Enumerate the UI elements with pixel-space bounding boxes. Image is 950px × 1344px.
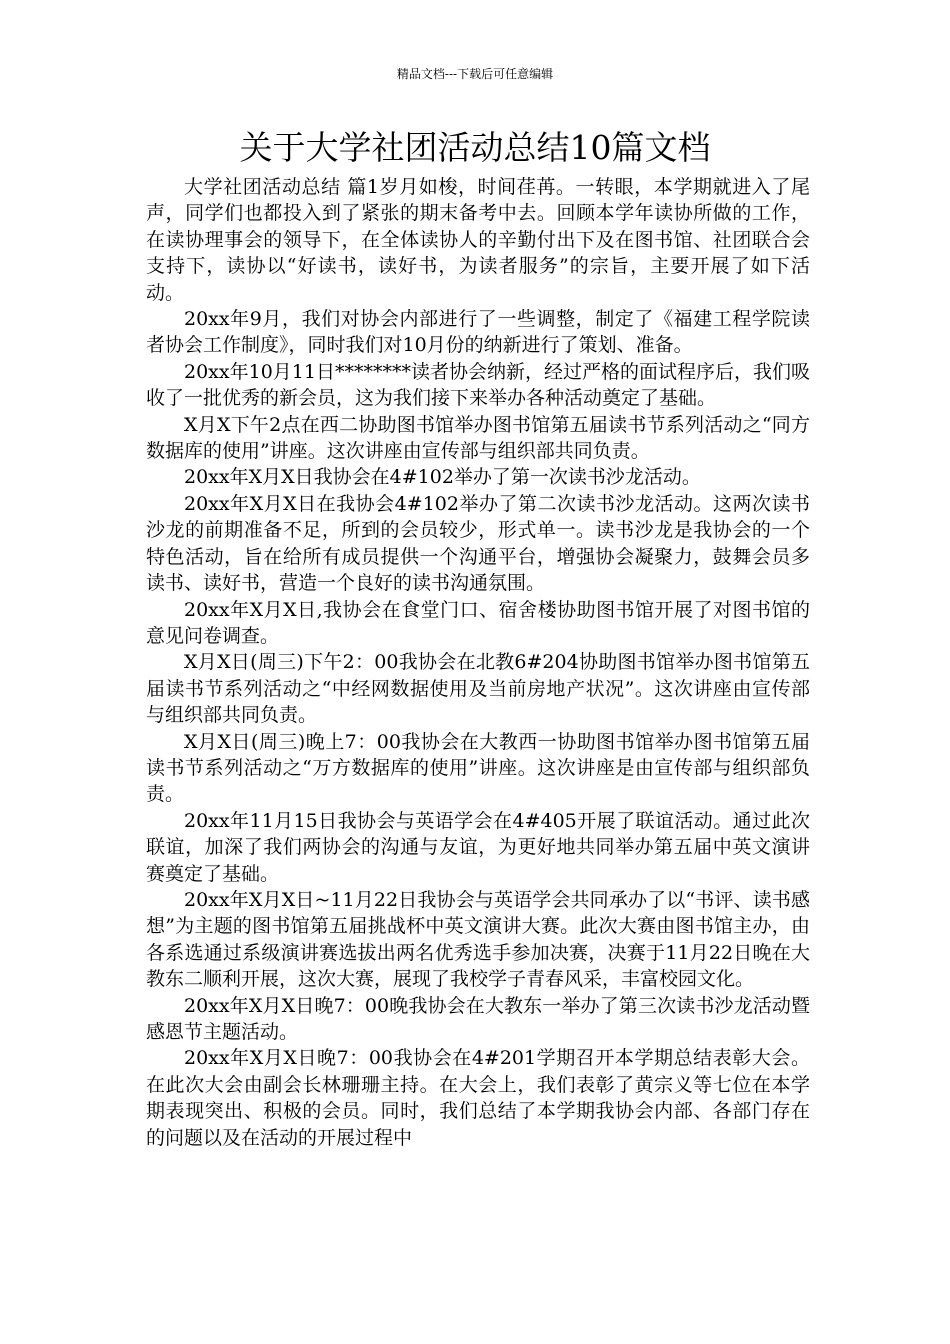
paragraph: 20xx年X月X日我协会在4#102举办了第一次读书沙龙活动。: [184, 466, 701, 489]
paragraph: X月X下午2点在西二协助图书馆举办图书馆第五届读书节系列活动之“同方数据库的使用”讲座。这次讲座由宣传部与组织部共同负责。: [146, 413, 810, 463]
paragraph: 20xx年9月，我们对协会内部进行了一些调整，制定了《福建工程学院读者协会工作制度》，同时我们对10月份的纳新进行了策划、准备。: [146, 308, 810, 357]
paragraph: 20xx年10月11日********读者协会纳新，经过严格的面试程序后，我们吸收了一批优秀的新会员，这为我们接下来举办各种活动奠定了基础。: [146, 360, 810, 410]
paragraph: X月X日(周三)晚上7：00我协会在大教西一协助图书馆举办图书馆第五届读书节系列活动之“万方数据库的使用”讲座。这次讲座是由宣传部与组织部负责。: [146, 730, 810, 806]
document-title: 关于大学社团活动总结10篇文档: [239, 128, 711, 167]
paragraph: 20xx年X月X日~11月22日我协会与英语学会共同承办了以“书评、读书感想”为主题的图书馆第五届挑战杯中英文演讲大赛。此次大赛由图书馆主办，由各系选通过系级演讲赛选拔出两名优秀选手参加决赛，决赛于11月22日晚在大教东二顺利开展，这次大赛，展现了我校学子青春风采，丰富校园文化。: [146, 888, 810, 991]
paragraph: 20xx年X月X日晚7：00晚我协会在大教东一举办了第三次读书沙龙活动暨感恩节主题活动。: [146, 994, 810, 1043]
document-body: [146, 174, 810, 1151]
paragraph: X月X日(周三)下午2：00我协会在北教6#204协助图书馆举办图书馆第五届读书节系列活动之“中经网数据使用及当前房地产状况”。这次讲座由宣传部与组织部共同负责。: [146, 651, 810, 727]
paragraph: 20xx年X月X日在我协会4#102举办了第二次读书沙龙活动。这两次读书沙龙的前期准备不足，所到的会员较少，形式单一。读书沙龙是我协会的一个特色活动，旨在给所有成员提供一个沟通平台，增强协会凝聚力，鼓舞会员多读书、读好书，营造一个良好的读书沟通氛围。: [146, 492, 810, 595]
paragraph: 20xx年X月X日晚7：00我协会在4#201学期召开本学期总结表彰大会。在此次大会由副会长林珊珊主持。在大会上，我们表彰了黄宗义等七位在本学期表现突出、积极的会员。同时，我们总结了本学期我协会内部、各部门存在的问题以及在活动的开展过程中: [146, 1047, 810, 1149]
paragraph: 20xx年X月X日,我协会在食堂门口、宿舍楼协助图书馆开展了对图书馆的意见问卷调查。: [146, 598, 810, 647]
page-header: 精品文档---下载后可任意编辑: [396, 67, 554, 81]
paragraph: 大学社团活动总结 篇1岁月如梭，时间荏苒。一转眼，本学期就进入了尾声，同学们也都投入到了紧张的期末备考中去。回顾本学年读协所做的工作，在读协理事会的领导下，在全体读协人的辛勤付出下及在图书馆、社团联合会支持下，读协以“好读书，读好书，为读者服务”的宗旨，主要开展了如下活动。: [146, 176, 810, 304]
paragraph: 20xx年11月15日我协会与英语学会在4#405开展了联谊活动。通过此次联谊，加深了我们两协会的沟通与友谊，为更好地共同举办第五届中英文演讲赛奠定了基础。: [146, 809, 810, 885]
